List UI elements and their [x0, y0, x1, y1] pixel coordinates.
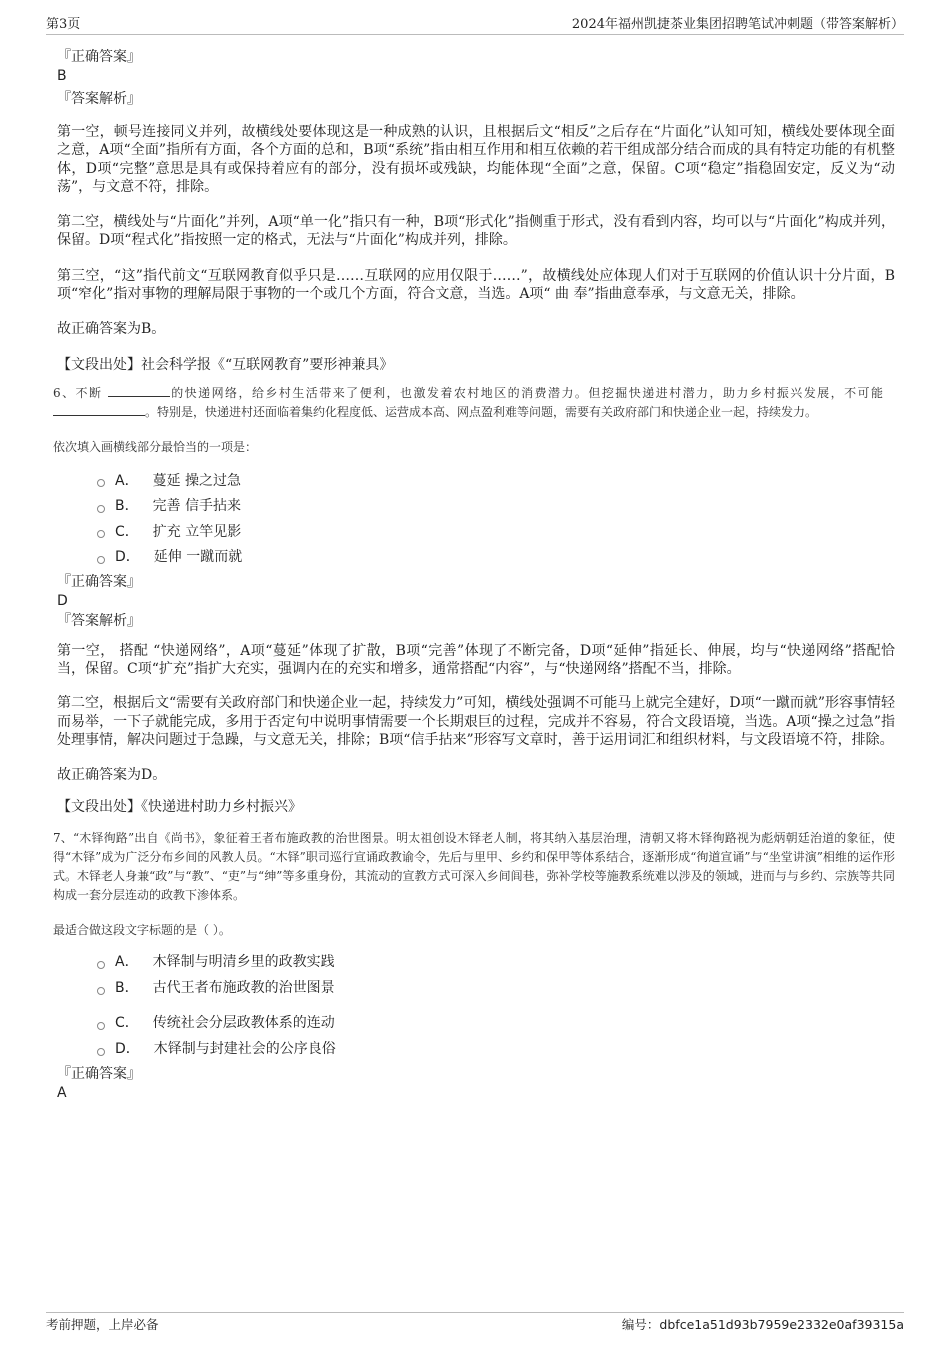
q5-analysis-paragraph: 第一空，顿号连接同义并列，故横线处要体现这是一种成熟的认识，且根据后文“相反”之后存在“片面化”认知可知，横线处要体现全面之意，A项“全面”指所有方面，各个方面的总和，B项“系统”指由相互作用和相互依赖的若干组成部分结合而成的具有特定功能的有机整体，D项“完整”意思是具有或保持着应有的部分，没有损坏或残缺，均能体现“全面”之意，保留。C项“稳定”指稳固安定，反义为“动荡”，与文意不符，排除。 [57, 124, 895, 195]
q6-analysis-paragraph: 第二空，根据后文“需要有关政府部门和快递企业一起，持续发力”可知，横线处强调不可能马上就完全建好，D项“一蹴而就”形容事情轻而易举，一下子就能完成，多用于否定句中说明事情需要一个长期艰巨的过程，完成并不容易，符合文段语境，当选。A项“操之过急”指处理事情，解决问题过于急躁，与文意无关，排除；B项“信手拈来”形容写文章时，善于运用词汇和组织材料，与文段语境不符，排除。 [57, 695, 895, 748]
q6-option-b[interactable]: B． 完善 信手拈来 [97, 494, 895, 520]
q6-source: 【文段出处】《快递进村助力乡村振兴》 [57, 799, 302, 816]
q6-prompt: 依次填入画横线部分最恰当的一项是： [53, 439, 258, 454]
q5-answer-label: 『正确答案』 [57, 49, 141, 65]
q6-option-a[interactable]: A． 蔓延 操之过急 [97, 469, 895, 495]
document-title: 2024年福州凯捷茶业集团招聘笔试冲刺题（带答案解析） [571, 17, 904, 32]
q7-stem: 7、“木铎徇路”出自《尚书》，象征着王者布施政教的治世图景。明太祖创设木铎老人制，将其纳入基层治理，清朝又将木铎徇路视为彪炳朝廷治道的象征，使得“木铎”成为广泛分布乡间的风教人员。“木铎”职司巡行宣诵政教谕令，先后与里甲、乡约和保甲等体系结合，逐渐形成“徇道宣诵”与“坐堂讲演”相维的运作形式。木铎老人身兼“政”与“教”、“吏”与“绅”等多重身份，其流动的宣教方式可深入乡间闾巷，弥补学校等施教系统难以涉及的领域，进而与与乡约、宗族等共同构成一套分层连动的政教下渗体系。 [53, 831, 895, 903]
radio-icon[interactable] [97, 530, 105, 538]
radio-icon[interactable] [97, 479, 105, 487]
q7-options [57, 950, 895, 1062]
q6-stem: 6、不断 的快递网络，给乡村生活带来了便利，也激发着农村地区的消费潜力。但挖掘快递进村潜力，助力乡村振兴发展，不可能。特别是，快递进村还面临着集约化程度低、运营成本高、网点盈利难等问题，需要有关政府部门和快递企业一起，持续发力。 [53, 385, 883, 419]
q7-prompt: 最适合做这段文字标题的是（ ）。 [53, 923, 231, 938]
q5-conclusion: 故正确答案为B。 [57, 321, 166, 338]
q5-analysis-paragraph: 第二空，横线处与“片面化”并列，A项“单一化”指只有一种，B项“形式化”指侧重于形式，没有看到内容，均可以与“片面化”构成并列，保留。D项“程式化”指按照一定的格式，无法与“片面化”构成并列，排除。 [57, 214, 895, 249]
q7-option-b[interactable]: B． 古代王者布施政教的治世图景 [97, 976, 895, 1002]
q5-analysis-paragraph: 第三空，“这”指代前文“互联网教育似乎只是……互联网的应用仅限于……”，故横线处应体现人们对于互联网的价值认识十分片面，B项“窄化”指对事物的理解局限于事物的一个或几个方面，符合文意，当选。A项“ 曲 奉”指曲意奉承，与文意无关，排除。 [57, 267, 895, 303]
q6-option-c[interactable]: C． 扩充 立竿见影 [97, 520, 895, 546]
q7-option-c[interactable]: C． 传统社会分层政教体系的连动 [97, 1011, 895, 1037]
page-number: 第3页 [46, 17, 81, 32]
document-code: 编号：dbfce1a51d93b7959e2332e0af39315a [621, 1317, 904, 1332]
q7-option-a[interactable]: A． 木铎制与明清乡里的政教实践 [97, 950, 895, 976]
q6-conclusion: 故正确答案为D。 [57, 767, 167, 784]
q7-answer-label: 『正确答案』 [57, 1066, 141, 1083]
q6-option-d[interactable]: D． 延伸 一蹴而就 [97, 545, 895, 571]
q6-analysis-paragraph: 第一空， 搭配 “快递网络”，A项“蔓延”体现了扩散，B项“完善”体现了不断完备，D项“延伸”指延长、伸展，均与“快递网络”搭配恰当，保留。C项“扩充”指扩大充实，强调内在的充实和增多，通常搭配“内容”，与“快递网络”搭配不当，排除。 [57, 642, 895, 677]
q5-source: 【文段出处】社会科学报《“互联网教育”要形神兼具》 [57, 356, 394, 373]
q7-option-d[interactable]: D． 木铎制与封建社会的公序良俗 [97, 1037, 895, 1063]
page-footer [46, 1312, 904, 1332]
q6-blank-2 [53, 404, 145, 416]
radio-icon[interactable] [97, 1048, 105, 1056]
q6-analysis-label: 『答案解析』 [57, 612, 141, 629]
document-body [53, 38, 895, 1102]
radio-icon[interactable] [97, 1022, 105, 1030]
q6-answer: D [57, 592, 68, 609]
q7-answer: A [57, 1085, 67, 1102]
q6-options [57, 469, 895, 571]
radio-icon[interactable] [97, 556, 105, 564]
radio-icon[interactable] [97, 505, 105, 513]
footer-slogan: 考前押题，上岸必备 [46, 1317, 159, 1332]
radio-icon[interactable] [97, 987, 105, 995]
radio-icon[interactable] [97, 961, 105, 969]
q6-blank-1 [108, 385, 170, 397]
page-header [46, 0, 904, 35]
q6-answer-label: 『正确答案』 [57, 573, 141, 590]
q5-analysis-label: 『答案解析』 [57, 91, 141, 107]
q5-answer: B [57, 68, 67, 84]
